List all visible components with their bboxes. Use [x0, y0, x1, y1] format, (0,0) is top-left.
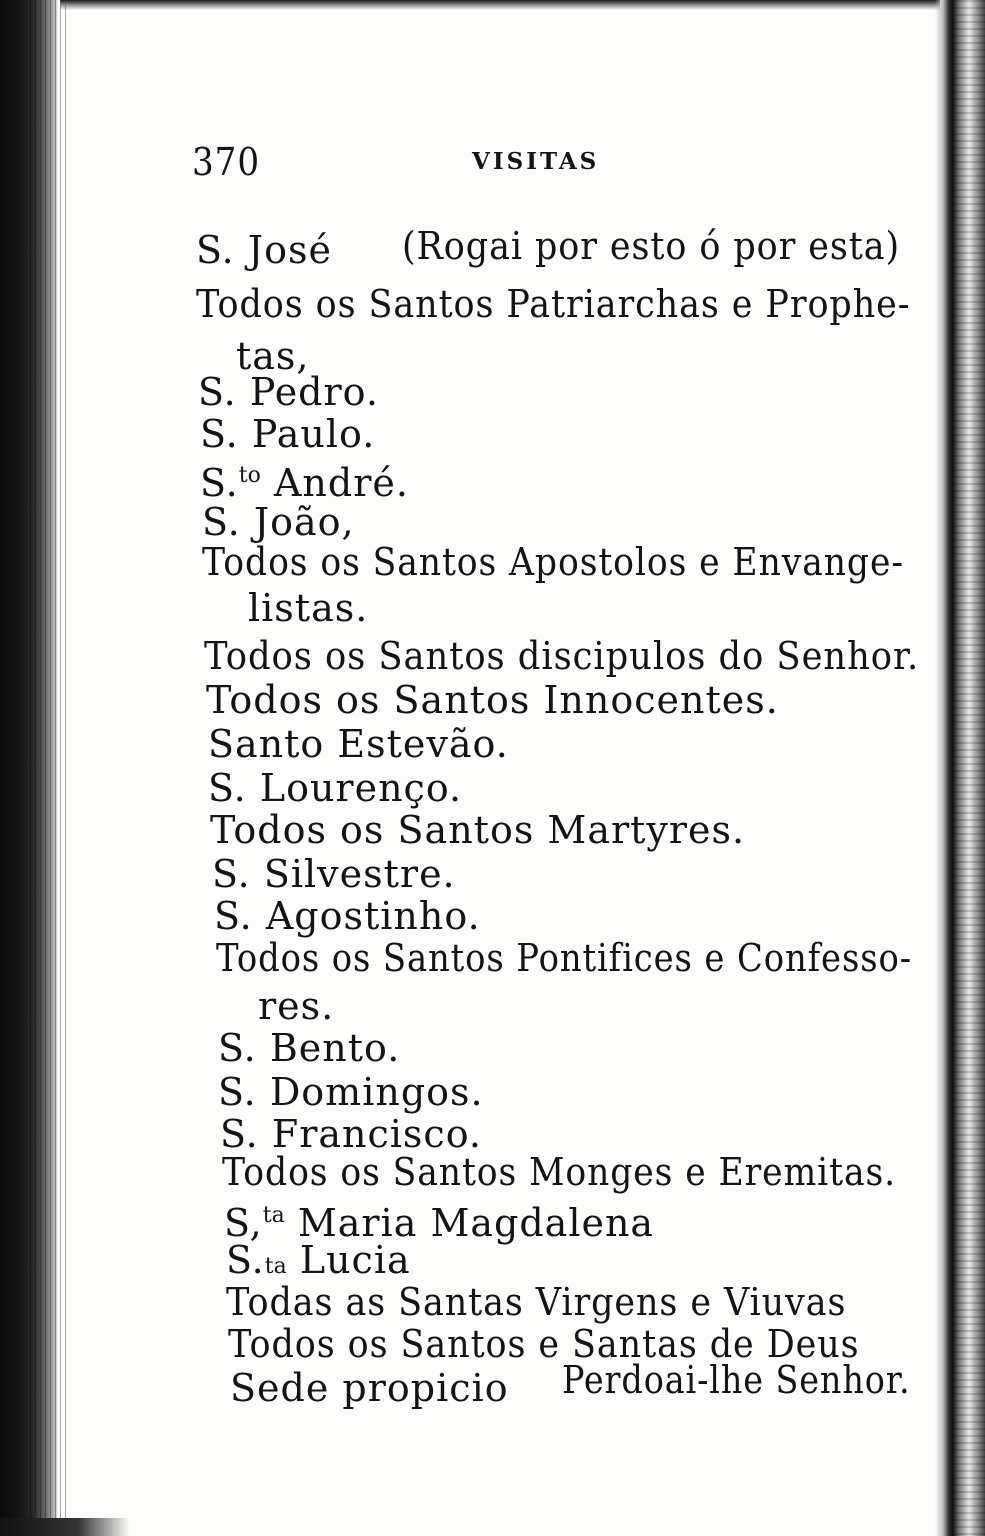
- invocation-line: S. Pedro.: [198, 370, 379, 414]
- invocation-line: Todos os Santos Pontifices e Confesso-: [216, 936, 913, 980]
- invocation-line: Santo Estevão.: [208, 722, 509, 766]
- invocation-continuation: res.: [258, 984, 335, 1028]
- invocation-line: S. Paulo.: [200, 412, 376, 456]
- saint-name: André.: [273, 461, 409, 505]
- saint-prefix: S,: [224, 1201, 263, 1245]
- invocation-line: S. Domingos.: [218, 1070, 484, 1114]
- invocation-line: S. Silvestre.: [212, 852, 456, 896]
- page-number: 370: [192, 140, 260, 184]
- abbreviation-superscript: to: [238, 463, 261, 488]
- invocation-line: Todos os Santos Monges e Eremitas.: [222, 1150, 897, 1194]
- invocation-line: S. Francisco.: [220, 1112, 483, 1156]
- invocation-line: Todos os Santos Innocentes.: [206, 678, 779, 722]
- response-text: Perdoai-lhe Senhor.: [562, 1358, 911, 1402]
- saint-name: Lucia: [299, 1238, 411, 1282]
- invocation-continuation: tas,: [236, 334, 310, 378]
- running-title: VISITAS: [472, 148, 600, 175]
- invocation-line: Todas as Santas Virgens e Viuvas: [226, 1280, 847, 1324]
- invocation-line: S. Bento.: [218, 1026, 401, 1070]
- invocation-line: Todos os Santos Patriarchas e Prophe-: [196, 282, 911, 326]
- invocation-continuation: listas.: [248, 586, 369, 630]
- abbreviation-subscript: ta: [264, 1254, 287, 1279]
- invocation-line: Todos os Santos e Santas de Deus: [228, 1322, 860, 1366]
- response-text: (Rogai por esto ó por esta): [402, 224, 901, 268]
- invocation-line: [200, 454, 409, 505]
- invocation-line: Todos os Santos discipulos do Senhor.: [204, 634, 920, 678]
- saint-prefix: S.: [200, 461, 239, 505]
- invocation-line: Todos os Santos Martyres.: [210, 808, 746, 852]
- invocation-line: S. José: [196, 228, 332, 272]
- invocation-line: Todos os Santos Apostolos e Envange-: [202, 540, 904, 584]
- saint-name: Maria Magdalena: [297, 1201, 655, 1245]
- saint-prefix: S.: [226, 1238, 265, 1282]
- invocation-line: S. Lourenço.: [208, 766, 463, 810]
- invocation-line: S. João,: [202, 500, 355, 544]
- invocation-line: Sede propicio: [230, 1366, 509, 1410]
- invocation-line: S. Agostinho.: [214, 894, 481, 938]
- abbreviation-superscript: ta: [262, 1203, 285, 1228]
